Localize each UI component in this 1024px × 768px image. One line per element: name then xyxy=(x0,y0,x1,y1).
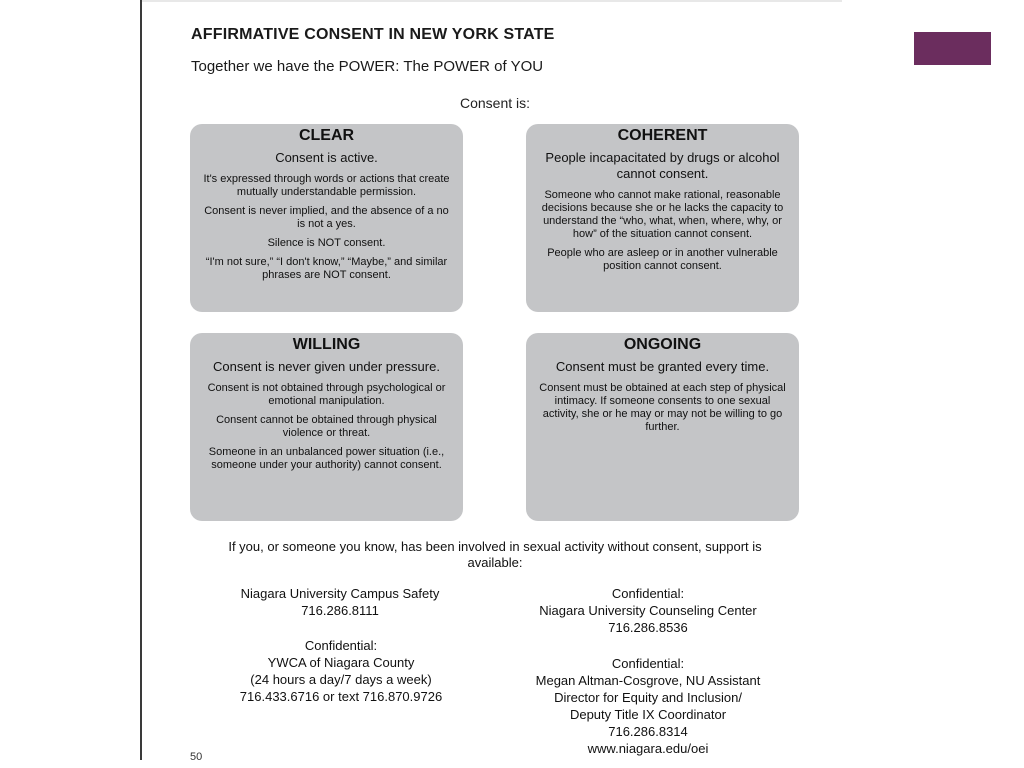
contact-phone: 716.286.8111 xyxy=(301,603,379,618)
contact-phone: 716.433.6716 or text 716.870.9726 xyxy=(239,689,443,704)
card-paragraph: People who are asleep or in another vulnerable position cannot consent. xyxy=(547,247,778,272)
page-top-edge xyxy=(142,0,842,2)
card-paragraph: Consent cannot be obtained through physical violence or threat. xyxy=(216,414,437,439)
contact-campus-safety xyxy=(200,585,480,619)
card-lead: Consent is never given under pressure. xyxy=(213,359,440,374)
card-coherent xyxy=(526,124,799,312)
page-subtitle: Together we have the POWER: The POWER of YOU xyxy=(191,58,544,75)
contact-name: Niagara University Counseling Center xyxy=(539,603,757,618)
card-lead: People incapacitated by drugs or alcohol cannot consent. xyxy=(545,150,780,181)
contact-name: YWCA of Niagara County xyxy=(267,655,415,670)
card-paragraph: Consent is not obtained through psychological or emotional manipulation. xyxy=(207,382,446,407)
card-title: COHERENT xyxy=(617,127,708,144)
card-clear xyxy=(190,124,463,312)
page-edge-line xyxy=(140,0,142,760)
contact-label: Confidential: xyxy=(611,586,685,601)
card-paragraph: Silence is NOT consent. xyxy=(267,237,386,249)
contact-label: Confidential: xyxy=(611,656,685,671)
card-paragraph: Consent is never implied, and the absence of a no is not a yes. xyxy=(204,205,449,230)
contact-equity xyxy=(500,655,796,757)
card-title: ONGOING xyxy=(623,336,702,353)
page-title: AFFIRMATIVE CONSENT IN NEW YORK STATE xyxy=(191,26,555,43)
contact-line: Director for Equity and Inclusion/ xyxy=(554,690,742,705)
contact-phone: 716.286.8314 xyxy=(608,724,688,739)
card-paragraph: It's expressed through words or actions that create mutually understandable permission. xyxy=(203,173,450,198)
card-willing xyxy=(190,333,463,521)
contact-line: Deputy Title IX Coordinator xyxy=(569,707,727,722)
page-number: 50 xyxy=(190,751,203,763)
contact-name: Niagara University Campus Safety xyxy=(240,586,440,601)
card-paragraph: Consent must be obtained at each step of physical intimacy. If someone consents to one sexual activity, she or he may or may not be willing to go further. xyxy=(539,382,786,433)
card-paragraph: “I'm not sure,” “I don't know,” “Maybe,” and similar phrases are NOT consent. xyxy=(205,256,448,281)
consent-intro: Consent is: xyxy=(459,95,531,111)
card-lead: Consent is active. xyxy=(275,150,378,165)
contact-ywca xyxy=(198,637,484,705)
support-text: If you, or someone you know, has been involved in sexual activity without consent, support is available: xyxy=(228,539,762,570)
card-paragraph: Someone in an unbalanced power situation (i.e., someone under your authority) cannot consent. xyxy=(208,446,445,471)
card-title: WILLING xyxy=(292,336,361,353)
card-ongoing xyxy=(526,333,799,521)
card-lead: Consent must be granted every time. xyxy=(555,359,770,374)
contact-url: www.niagara.edu/oei xyxy=(587,741,709,756)
contact-label: Confidential: xyxy=(304,638,378,653)
card-title: CLEAR xyxy=(298,127,355,144)
contact-hours: (24 hours a day/7 days a week) xyxy=(250,672,432,687)
contact-phone: 716.286.8536 xyxy=(608,620,688,635)
contact-counseling xyxy=(500,585,796,636)
card-paragraph: Someone who cannot make rational, reasonable decisions because she or he lacks the capacity to understand the “who, what, when, where, why, or how” of the situation cannot consent. xyxy=(541,189,784,240)
contact-line: Megan Altman-Cosgrove, NU Assistant xyxy=(535,673,761,688)
accent-block xyxy=(914,32,991,65)
